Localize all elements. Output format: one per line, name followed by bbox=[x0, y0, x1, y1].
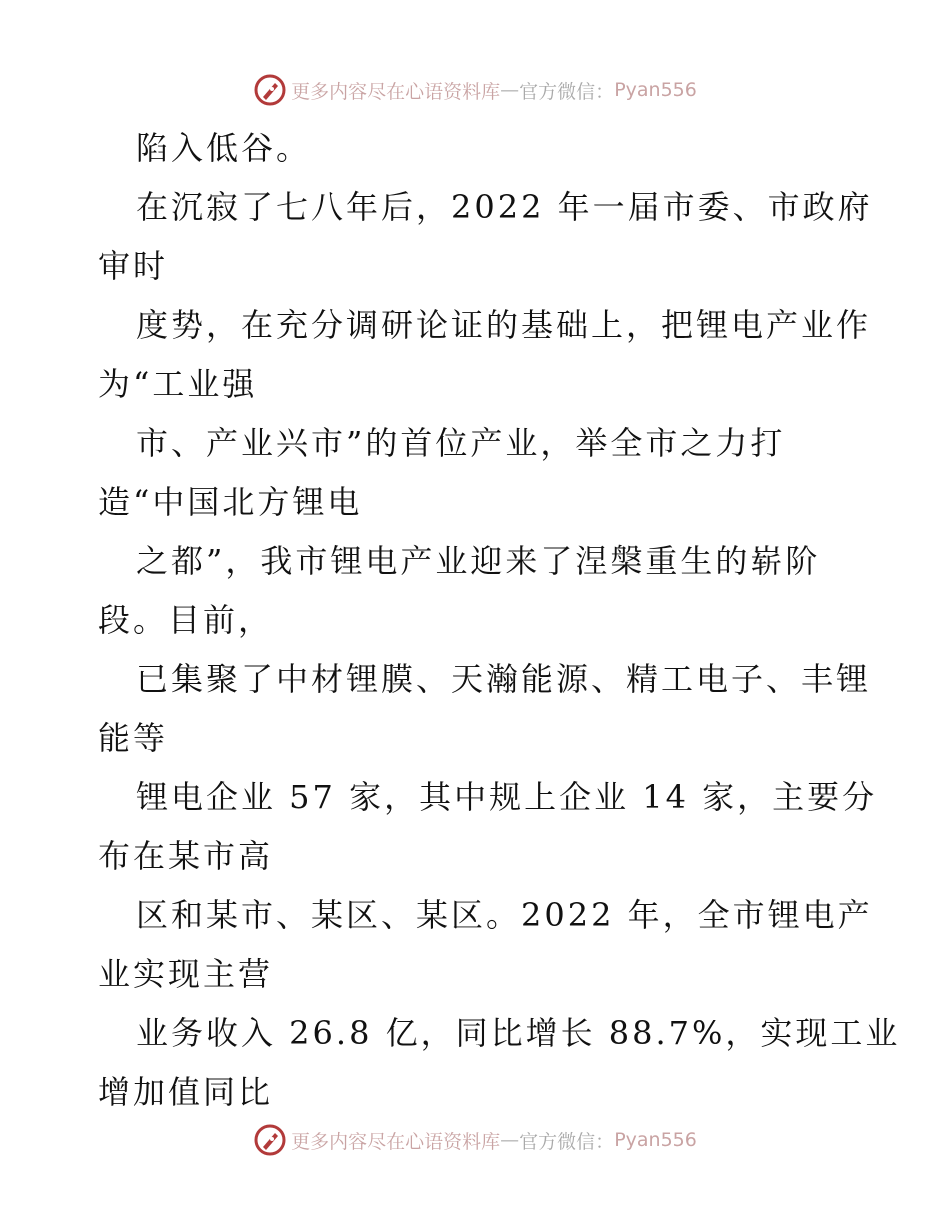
footer-watermark bbox=[0, 1120, 950, 1160]
text-line: 段。目前， bbox=[98, 601, 274, 639]
text-line: 锂电企业 57 家，其中规上企业 14 家，主要分 bbox=[136, 778, 878, 816]
pen-nib-circle-icon bbox=[253, 73, 287, 107]
text-line: 增加值同比 bbox=[98, 1073, 274, 1111]
watermark-wechat-id: Pyan556 bbox=[614, 79, 697, 101]
text-line: 造“中国北方锂电 bbox=[98, 483, 363, 521]
text-line: 之都”，我市锂电产业迎来了涅槃重生的崭阶 bbox=[136, 542, 821, 580]
header-watermark bbox=[0, 70, 950, 110]
watermark-separator: — bbox=[500, 79, 520, 101]
text-line: 布在某市高 bbox=[98, 837, 274, 875]
text-line: 业务收入 26.8 亿，同比增长 88.7%，实现工业 bbox=[136, 1014, 901, 1052]
watermark-brand-text: 更多内容尽在心语资料库 bbox=[291, 80, 501, 103]
text-line: 审时 bbox=[98, 247, 169, 285]
watermark-wechat-label: 官方微信： bbox=[519, 80, 615, 103]
text-line: 能等 bbox=[98, 719, 169, 757]
watermark-separator: — bbox=[500, 1129, 520, 1151]
pen-nib-circle-icon bbox=[253, 1123, 287, 1157]
text-line: 业实现主营 bbox=[98, 955, 274, 993]
watermark-wechat-id: Pyan556 bbox=[614, 1129, 697, 1151]
text-line: 在沉寂了七八年后，2022 年一届市委、市政府 bbox=[136, 188, 873, 226]
watermark-brand-text: 更多内容尽在心语资料库 bbox=[291, 1130, 501, 1153]
text-line: 为“工业强 bbox=[98, 365, 258, 403]
watermark-wechat-label: 官方微信： bbox=[519, 1130, 615, 1153]
text-line: 市、产业兴市”的首位产业，举全市之力打 bbox=[136, 424, 786, 462]
text-line: 已集聚了中材锂膜、天瀚能源、精工电子、丰锂 bbox=[136, 660, 872, 698]
text-line: 度势，在充分调研论证的基础上，把锂电产业作 bbox=[136, 306, 872, 344]
text-line: 陷入低谷。 bbox=[136, 129, 312, 167]
text-line: 区和某市、某区、某区。2022 年，全市锂电产 bbox=[136, 896, 873, 934]
